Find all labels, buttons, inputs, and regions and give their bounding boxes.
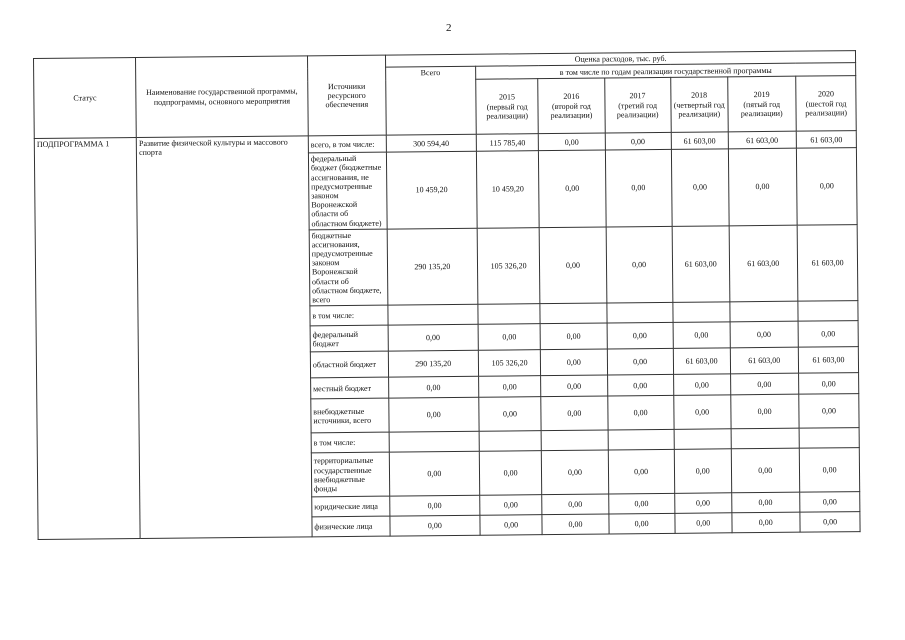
source-label: внебюджетные источники, всего [311,398,389,433]
value-year-2018: 0,00 [674,493,731,514]
value-year-2016 [541,430,607,451]
year-note: (первый год реализации) [486,101,529,121]
year-note: (третий год реализации) [616,100,659,120]
value-year-2015: 0,00 [479,397,542,432]
year-note: (шестой год реализации) [805,98,848,118]
year-label: 2020 [817,89,835,99]
value-year-2017: 0,00 [607,396,673,431]
value-year-2020: 61 603,00 [796,131,857,149]
year-label: 2018 [691,90,708,101]
value-year-2018 [674,429,731,450]
value-year-2017: 0,00 [607,323,673,350]
value-year-2016: 0,00 [541,396,607,431]
source-label: бюджетные ассигнования, предусмотренные законом Воронежской области об областном бюджете, всего [309,229,388,306]
year-note: (второй год реализации) [550,101,593,120]
value-year-2017: 0,00 [607,375,673,397]
value-year-2020: 0,00 [800,512,861,533]
value-year-2018: 61 603,00 [673,348,730,375]
value-year-2019: 0,00 [730,373,798,395]
value-year-2015: 0,00 [478,376,541,398]
header-total: Всего [385,66,476,135]
year-note: (пятый год реализации) [740,99,783,118]
value-year-2019: 61 603,00 [728,131,796,149]
source-label: в том числе: [311,432,389,453]
value-total: 0,00 [389,451,480,496]
value-year-2015: 105 326,20 [477,227,540,304]
value-year-2018 [673,302,730,323]
value-year-2018: 61 603,00 [672,226,730,303]
value-year-2019 [730,301,798,322]
value-year-2016 [540,303,606,324]
year-label: 2015 [498,92,516,102]
value-year-2018: 0,00 [671,149,729,226]
value-year-2015: 0,00 [479,451,542,496]
value-year-2015: 10 459,20 [476,151,539,228]
value-year-2015: 0,00 [480,515,543,536]
value-year-2020: 0,00 [798,321,859,348]
value-year-2020: 0,00 [799,448,860,493]
value-year-2020: 0,00 [796,148,857,225]
value-total: 0,00 [389,495,479,516]
value-year-2016: 0,00 [540,227,607,304]
value-year-2016: 0,00 [541,349,607,376]
source-label: областной бюджет [310,351,388,378]
header-name: Наименование государственной программы, подпрограммы, основного мероприятия [136,56,308,138]
value-year-2016: 0,00 [542,450,609,495]
value-year-2019: 0,00 [730,321,798,348]
value-total [389,431,479,452]
value-year-2018: 0,00 [673,322,730,349]
header-year-2018 [670,77,728,133]
value-year-2020: 0,00 [798,373,859,395]
program-status: ПОДПРОГРАММА 1 [34,138,140,540]
year-note: (четвертый год реализации) [673,99,725,119]
value-year-2019: 0,00 [731,492,799,513]
value-total: 290 135,20 [387,228,478,305]
value-year-2016: 0,00 [542,514,608,535]
value-total: 300 594,40 [386,134,476,152]
value-year-2017 [606,303,672,324]
header-year-2015 [476,79,539,135]
value-total: 0,00 [390,515,480,536]
value-year-2019: 0,00 [728,148,797,225]
header-year-2017 [604,78,671,134]
value-year-2019: 61 603,00 [730,347,798,374]
value-year-2017: 0,00 [608,494,674,515]
value-year-2018: 0,00 [673,395,730,430]
value-year-2018: 0,00 [674,449,731,494]
year-label: 2017 [629,91,646,101]
value-year-2019: 61 603,00 [729,225,798,302]
value-total: 0,00 [389,397,479,432]
value-year-2017: 0,00 [608,450,675,495]
value-year-2020: 0,00 [799,492,860,513]
value-year-2019 [731,428,799,449]
header-year-2019 [727,76,796,132]
source-label: юридические лица [312,496,390,517]
value-year-2019: 0,00 [732,512,800,533]
source-label: в том числе: [310,305,388,326]
value-total: 290 135,20 [388,350,478,377]
value-year-2017: 0,00 [605,133,671,151]
value-year-2020: 61 603,00 [797,224,858,301]
value-year-2016: 0,00 [539,133,605,151]
value-total [388,304,478,325]
value-year-2016: 0,00 [541,375,607,397]
value-year-2017: 0,00 [607,349,673,376]
source-label: всего, в том числе: [308,135,386,153]
value-year-2015: 0,00 [478,324,541,351]
value-total: 10 459,20 [386,151,477,228]
value-year-2019: 0,00 [731,394,799,429]
program-name: Развитие физической культуры и массового спорта [136,136,312,539]
page-number: 2 [446,22,452,34]
value-total: 0,00 [388,324,478,351]
value-year-2017: 0,00 [605,150,672,227]
value-year-2018: 0,00 [675,513,732,534]
value-year-2016: 0,00 [540,323,606,350]
value-year-2017: 0,00 [606,226,673,303]
source-label: физические лица [312,516,390,537]
value-year-2015 [479,431,542,452]
value-year-2020: 0,00 [798,394,859,429]
value-year-2016: 0,00 [542,494,608,515]
header-estimate: Оценка расходов, тыс. руб. [385,51,856,68]
year-label: 2016 [563,92,580,102]
value-year-2020 [799,428,860,449]
value-year-2018: 0,00 [673,374,730,396]
value-year-2015: 105 326,20 [478,350,541,377]
budget-table [33,50,905,541]
value-year-2019: 0,00 [731,448,799,493]
value-year-2015: 115 785,40 [476,134,539,152]
source-label: территориальные государственные внебюджетные фонды [311,452,389,497]
value-year-2020 [798,301,859,322]
header-sources: Источники ресурсного обеспечения [307,55,386,136]
source-label: федеральный бюджет (бюджетные ассигнования, не предусмотренные законом Воронежской области об областном бюджете) [308,152,387,229]
value-total: 0,00 [388,376,478,398]
header-by-years: в том числе по годам реализации государственной программы [475,63,856,80]
value-year-2017: 0,00 [608,514,674,535]
header-status: Статус [34,58,137,139]
value-year-2015 [478,304,541,325]
year-label: 2019 [753,90,770,100]
value-year-2017 [608,430,674,451]
value-year-2018: 61 603,00 [671,132,728,150]
source-label: федеральный бюджет [310,325,388,352]
header-year-2016 [538,78,605,134]
source-label: местный бюджет [310,377,388,399]
value-year-2020: 61 603,00 [798,347,859,374]
header-year-2020 [795,76,856,132]
value-year-2016: 0,00 [539,150,606,227]
value-year-2015: 0,00 [480,495,543,516]
